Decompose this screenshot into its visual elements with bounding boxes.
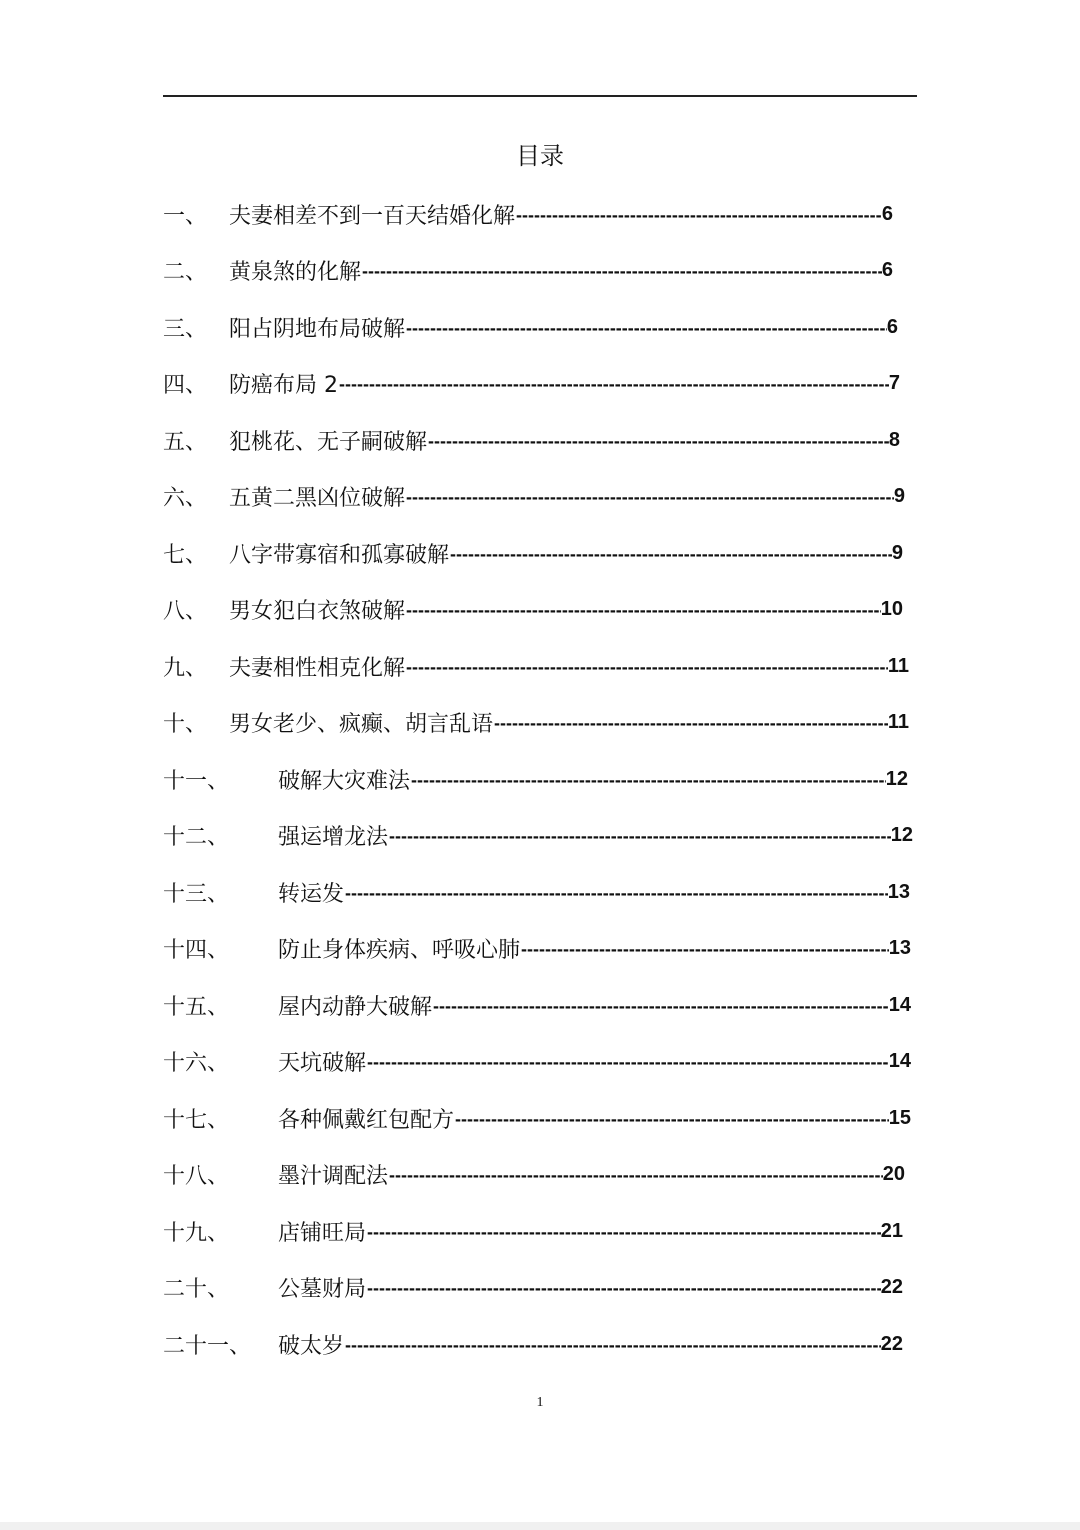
toc-entry[interactable]: [163, 761, 908, 797]
toc-entry-page: 7: [888, 371, 900, 394]
dot-leader: [406, 485, 894, 507]
toc-entry-page: 11: [887, 654, 909, 677]
dot-leader: [516, 203, 882, 225]
toc-entry-number: 五、: [163, 429, 208, 455]
toc-entry-page: 9: [891, 541, 903, 564]
toc-entry-label: 店铺旺局: [278, 1220, 367, 1246]
toc-entry[interactable]: [163, 1213, 903, 1249]
toc-entry-page: 13: [888, 936, 911, 959]
toc-entry[interactable]: [163, 1100, 911, 1136]
toc-entry-number: 二、: [163, 259, 208, 285]
toc-entry-page: 9: [893, 484, 905, 507]
toc-entry-label: 屋内动静大破解: [278, 994, 433, 1020]
toc-entry-label: 黄泉煞的化解: [229, 259, 362, 285]
dot-leader: [450, 542, 892, 564]
dot-leader: [406, 598, 881, 620]
toc-entry-number: 十七、: [163, 1107, 230, 1133]
toc-entry-number: 十一、: [163, 768, 230, 794]
page-number: 1: [536, 1395, 544, 1410]
toc-entry[interactable]: [163, 874, 910, 910]
toc-entry-number: 十四、: [163, 937, 230, 963]
toc-entry-label: 强运增龙法: [278, 824, 389, 850]
toc-entry[interactable]: [163, 1043, 911, 1079]
toc-entry[interactable]: [163, 196, 893, 232]
dot-leader: [428, 429, 889, 451]
toc-entry[interactable]: [163, 1156, 905, 1192]
dot-leader: [367, 1050, 889, 1072]
toc-entry-number: 十二、: [163, 824, 230, 850]
toc-entry-label: 天坑破解: [278, 1050, 367, 1076]
header-rule: [163, 95, 917, 97]
toc-entry-label: 五黄二黑凶位破解: [229, 485, 406, 511]
toc-entry[interactable]: [163, 422, 900, 458]
toc-entry[interactable]: [163, 704, 909, 740]
toc-entry-label: 防癌布局 2: [229, 372, 338, 398]
toc-entry-page: 6: [881, 258, 893, 281]
toc-entry-number: 十八、: [163, 1163, 230, 1189]
toc-entry-number: 十九、: [163, 1220, 230, 1246]
toc-entry-label: 阳占阴地布局破解: [229, 316, 406, 342]
toc-entry-number: 二十、: [163, 1276, 230, 1302]
toc-entry-label: 破解大灾难法: [278, 768, 411, 794]
toc-entry[interactable]: [163, 817, 913, 853]
toc-entry-label: 犯桃花、无子嗣破解: [229, 429, 428, 455]
toc-entry-label: 夫妻相差不到一百天结婚化解: [229, 203, 516, 229]
dot-leader: [339, 372, 889, 394]
toc-entry-label: 公墓财局: [278, 1276, 367, 1302]
dot-leader: [367, 1220, 881, 1242]
toc-entry-number: 九、: [163, 655, 208, 681]
toc-entry-page: 15: [888, 1106, 911, 1129]
toc-entry[interactable]: [163, 591, 903, 627]
toc-entry-page: 21: [880, 1219, 903, 1242]
dot-leader: [433, 994, 889, 1016]
toc-entry-page: 14: [888, 1049, 911, 1072]
toc-entry-page: 22: [880, 1332, 903, 1355]
toc-entry[interactable]: [163, 1326, 903, 1362]
toc-entry-label: 破太岁: [278, 1333, 345, 1359]
toc-entry-label: 男女犯白衣煞破解: [229, 598, 406, 624]
dot-leader: [406, 655, 888, 677]
dot-leader: [455, 1107, 889, 1129]
toc-entry[interactable]: [163, 365, 900, 401]
toc-entry-label: 转运发: [278, 881, 345, 907]
dot-leader: [406, 316, 887, 338]
toc-entry-page: 6: [886, 315, 898, 338]
toc-entry-number: 十、: [163, 711, 208, 737]
toc-entry-page: 6: [881, 202, 893, 225]
page-bottom-edge: [0, 1522, 1080, 1530]
toc-entry-label: 夫妻相性相克化解: [229, 655, 406, 681]
dot-leader: [345, 881, 888, 903]
toc-entry-number: 十六、: [163, 1050, 230, 1076]
dot-leader: [389, 1163, 883, 1185]
toc-entry[interactable]: [163, 478, 905, 514]
toc-entry-label: 各种佩戴红包配方: [278, 1107, 455, 1133]
toc-entry[interactable]: [163, 987, 911, 1023]
dot-leader: [411, 768, 886, 790]
dot-leader: [367, 1276, 881, 1298]
toc-entry[interactable]: [163, 648, 909, 684]
toc-entry-page: 12: [890, 823, 913, 846]
toc-entry-number: 四、: [163, 372, 208, 398]
toc-entry[interactable]: [163, 309, 898, 345]
dot-leader: [494, 711, 888, 733]
toc-entry-number: 十五、: [163, 994, 230, 1020]
toc-entry-page: 20: [882, 1162, 905, 1185]
toc-entry-number: 三、: [163, 316, 208, 342]
toc-entry-page: 12: [885, 767, 908, 790]
toc-entry-page: 11: [887, 710, 909, 733]
toc-entry-page: 8: [888, 428, 900, 451]
dot-leader: [362, 259, 882, 281]
toc-entry[interactable]: [163, 252, 893, 288]
toc-entry-number: 六、: [163, 485, 208, 511]
dot-leader: [345, 1333, 881, 1355]
toc-entry[interactable]: [163, 535, 903, 571]
toc-entry-label: 八字带寡宿和孤寡破解: [229, 542, 450, 568]
toc-entry-number: 一、: [163, 203, 208, 229]
toc-entry-label: 墨汁调配法: [278, 1163, 389, 1189]
toc-entry-label: 男女老少、疯癫、胡言乱语: [229, 711, 494, 737]
toc-entry-page: 13: [887, 880, 910, 903]
dot-leader: [521, 937, 889, 959]
toc-entry-number: 八、: [163, 598, 208, 624]
toc-entry-page: 14: [888, 993, 911, 1016]
toc-entry[interactable]: [163, 930, 911, 966]
dot-leader: [389, 824, 891, 846]
toc-entry-number: 七、: [163, 542, 208, 568]
toc-entry-number: 十三、: [163, 881, 230, 907]
toc-entry-label: 防止身体疾病、呼吸心肺: [278, 937, 521, 963]
toc-entry-page: 10: [880, 597, 903, 620]
toc-entry-page: 22: [880, 1275, 903, 1298]
toc-entry[interactable]: [163, 1269, 903, 1305]
toc-entry-number: 二十一、: [163, 1333, 252, 1359]
toc-title: 目录: [516, 142, 564, 170]
